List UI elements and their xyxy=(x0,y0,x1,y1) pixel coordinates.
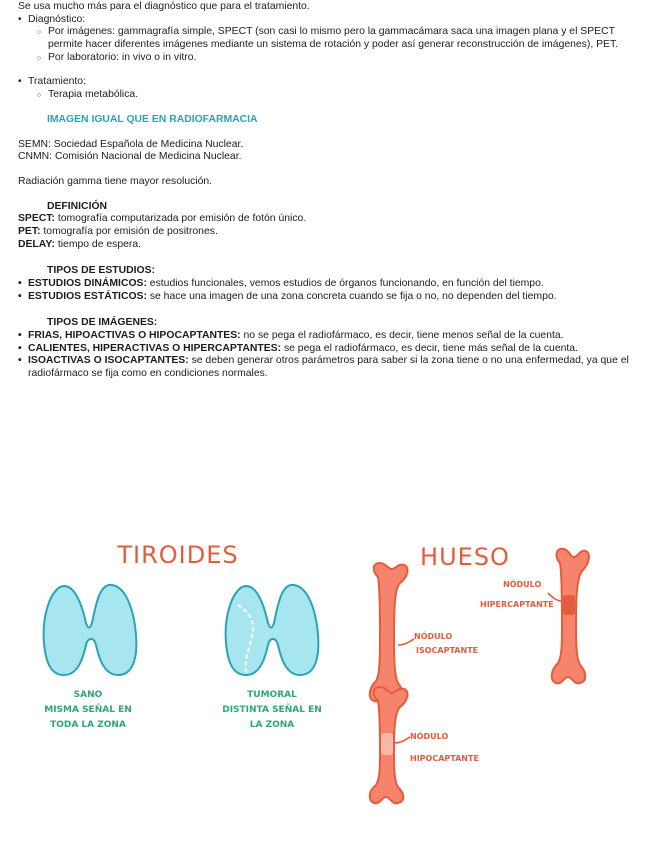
definition-item: DELAY: tiempo de espera. xyxy=(18,238,142,250)
tratamiento-label: • Tratamiento: xyxy=(18,76,634,89)
sano-caption: TODA LA ZONA xyxy=(50,720,126,730)
sano-caption: SANO xyxy=(73,690,103,700)
document-page xyxy=(18,1,634,381)
tiroides-title: TIROIDES xyxy=(117,541,239,569)
imagen-item: • ISOACTIVAS O ISOCAPTANTES: se deben generar otros parámetros para saber si la zona tiene o no una enfermedad, ya que el radiofármaco se fija como en condiciones normales. xyxy=(18,355,634,380)
hiper-nodule-icon xyxy=(563,595,575,615)
pointer-line-icon xyxy=(394,737,410,743)
estudio-item: • ESTUDIOS ESTÁTICOS: se hace una imagen de una zona concreta cuando se fija o no, no dependen del tiempo. xyxy=(18,291,634,304)
hipo-label: NÓDULO xyxy=(410,732,449,741)
definition-item: SPECT: tomografía computarizada por emisión de fotón único. xyxy=(18,213,307,225)
tipos-estudios-heading: TIPOS DE ESTUDIOS: xyxy=(47,265,155,277)
tumoral-caption: LA ZONA xyxy=(249,720,295,730)
definicion-heading: DEFINICIÓN xyxy=(47,200,108,212)
hiper-label: NÓDULO xyxy=(503,580,542,589)
bone-isocaptante-icon xyxy=(370,563,408,701)
diagnostico-label: • Diagnóstico: xyxy=(18,14,634,27)
tipos-imagenes-list xyxy=(18,330,634,381)
diagnostico-list xyxy=(18,14,634,65)
intro-text: Se usa mucho más para el diagnóstico que para el tratamiento. xyxy=(18,1,310,12)
definition-item: PET: tomografía por emisión de positrones. xyxy=(18,225,218,237)
tipos-imagenes-heading: TIPOS DE IMÁGENES: xyxy=(47,317,158,329)
teal-note: IMAGEN IGUAL QUE EN RADIOFARMACIA xyxy=(47,113,258,125)
iso-label: NÓDULO xyxy=(414,632,453,641)
hiper-label: HIPERCAPTANTE xyxy=(480,600,554,609)
tratamiento-item: ○ Terapia metabólica. xyxy=(18,89,634,102)
org-line: SEMN: Sociedad Española de Medicina Nuclear. xyxy=(18,138,244,150)
sano-caption: MISMA SEÑAL EN xyxy=(44,705,132,715)
diagnostico-item: ○ Por laboratorio: in vivo o in vitro. xyxy=(18,52,634,65)
imagen-item: • CALIENTES, HIPERACTIVAS O HIPERCAPTANTES: se pega el radiofármaco, es decir, tiene más señal de la cuenta. xyxy=(18,343,634,356)
diagnostico-item: ○ Por imágenes: gammagrafía simple, SPECT (son casi lo mismo pero la gammacámara saca una imagen plana y el SPECT permite hacer diferentes imágenes mediante un sistema de rotación y poder así generar reconstrucción de imágenes), PET. xyxy=(18,26,634,51)
pointer-line-icon xyxy=(398,639,414,645)
resolution-note: Radiación gamma tiene mayor resolución. xyxy=(18,175,213,187)
thyroid-healthy-icon xyxy=(44,585,137,675)
thyroid-tumoral-icon xyxy=(226,585,319,675)
org-line: CNMN: Comisión Nacional de Medicina Nuclear. xyxy=(18,151,242,163)
tumoral-caption: TUMORAL xyxy=(247,690,297,700)
hipo-label: HIPOCAPTANTE xyxy=(410,754,479,763)
hueso-title: HUESO xyxy=(420,543,510,571)
hand-drawn-figure xyxy=(0,525,646,825)
bone-hipercaptante-icon xyxy=(552,549,589,684)
tratamiento-list xyxy=(18,76,634,101)
imagen-item: • FRIAS, HIPOACTIVAS O HIPOCAPTANTES: no se pega el radiofármaco, es decir, tiene menos señal de la cuenta. xyxy=(18,330,634,343)
tipos-estudios-list xyxy=(18,278,634,303)
tumoral-caption: DISTINTA SEÑAL EN xyxy=(222,705,322,715)
iso-label: ISOCAPTANTE xyxy=(416,646,479,655)
estudio-item: • ESTUDIOS DINÁMICOS: estudios funcionales, vemos estudios de órganos funcionando, en función del tiempo. xyxy=(18,278,634,291)
hipo-nodule-icon xyxy=(381,733,393,755)
